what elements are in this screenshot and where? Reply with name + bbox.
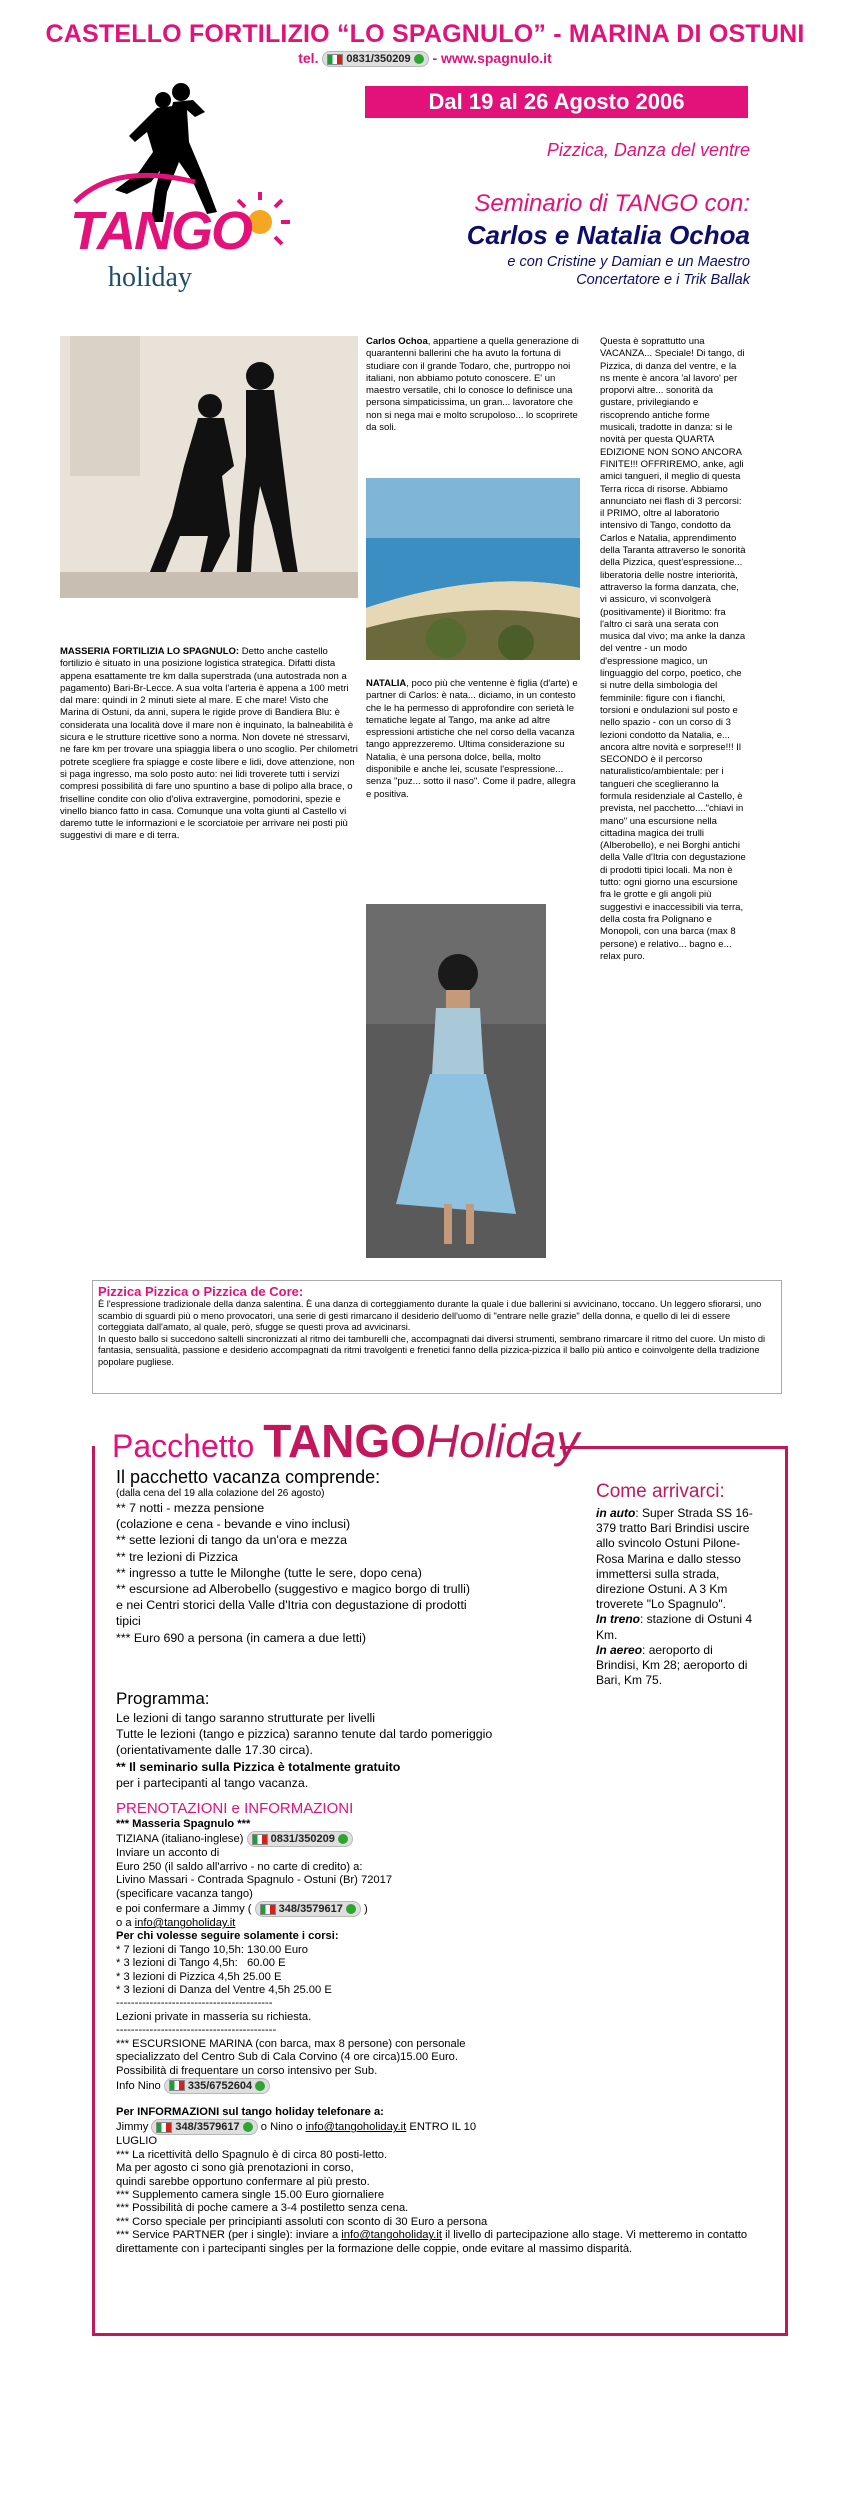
package-title-tango: TANGO xyxy=(263,1415,426,1467)
phone-chip[interactable] xyxy=(164,2078,270,2094)
partner-post: il livello di partecipazione allo stage. Vi metteremo in contatto direttamente con i partecipanti singles per la formazione delle coppie, onde evitare al massimo disparità. xyxy=(116,2229,748,2255)
nino-or-text: o Nino o xyxy=(260,2121,306,2134)
contact-line xyxy=(0,50,850,67)
includes-item: ** ingresso a tutte le Milonghe (tutte le sere, dopo cena) xyxy=(116,1565,422,1580)
jimmy-label: Jimmy xyxy=(116,2121,149,2134)
phone-chip[interactable] xyxy=(322,51,428,67)
confirm-end: ) xyxy=(364,1902,368,1915)
masseria-description xyxy=(60,646,358,843)
includes-item: ** 7 notti - mezza pensione xyxy=(116,1501,265,1515)
final-line: *** Supplemento camera single 15.00 Euro giornaliere xyxy=(116,2188,385,2201)
partner-service xyxy=(116,2229,776,2256)
phone-chip[interactable] xyxy=(247,1831,353,1847)
package-title-holiday: Holiday xyxy=(425,1415,580,1467)
event-subtitle: Pizzica, Danza del ventre xyxy=(546,140,750,160)
email-link[interactable]: info@tangoholiday.it xyxy=(305,2121,407,2134)
final-line: quindi sarebbe opportuno confermare al più presto. xyxy=(116,2175,370,2188)
train-text: : stazione di Ostuni 4 Km. xyxy=(596,1612,753,1642)
beach-photo xyxy=(366,478,580,660)
courses-heading: Per chi volesse seguire solamente i corsi: xyxy=(116,1930,339,1943)
package-title-prefix: Pacchetto xyxy=(112,1428,264,1464)
masseria-text: Detto anche castello fortilizio è situato in una posizione logistica strategica. Difatti dista appena esattamente tre km dalla superstrada (una autostrada non a pagamento) Bari-Br-Lecce. A sua volta l'arteria è appena a 100 metri dal mare: quindi in 2 minuti siete al mare. E che mare! Visto che Marina di Ostuni, da anni, supera le rigide prove di Bandiera Blu: è considerata una località dove il mare non è inquinato, la balneabilità è sicura e le strutture ricettive sono a norma. Non dovete né stressarvi, ne fare km per trovare una spiaggia libera o uno scoglio. Per chilometri potrete scegliere fra spiagge e coste libere e lidi, dove attenzione, non si paga ingresso, ma solo posto auto: nei lidi troverete tutti i servizi compresi possibilità di fare uno spuntino a base di polipo alla brace, o friselline condite con olio d'oliva extravergine, pomodorini, spezie e vinello bianco fatto in casa. Comunque una volta giunti al Castello vi daremo tutte le informazioni e le scorciatoie per arrivare nei posti più suggestivi di mare e di terra. xyxy=(60,646,358,842)
page-title: CASTELLO FORTILIZIO “LO SPAGNULO” - MARINA DI OSTUNI xyxy=(45,20,805,48)
plane-label: In aereo xyxy=(596,1642,643,1657)
booking-line: Inviare un acconto di xyxy=(116,1847,220,1860)
program-section xyxy=(116,1688,586,1791)
italy-flag-icon xyxy=(156,2122,172,2133)
natalia-bio xyxy=(366,678,580,801)
final-line: Ma per agosto ci sono già prenotazioni in corso, xyxy=(116,2162,354,2175)
auto-text: : Super Strada SS 16-379 tratto Bari Brindisi uscire allo svincolo Ostuni Pilone-Rosa Marina e dallo stesso immettersi sulla strada, direzione Ostuni. A 3 Km troverete "Lo Spagnulo". xyxy=(596,1506,753,1612)
includes-subheading: (dalla cena del 19 alla colazione del 26 agosto) xyxy=(116,1488,325,1499)
guests-line-1: e con Cristine y Damian e un Maestro xyxy=(507,254,750,270)
includes-heading: Il pacchetto vacanza comprende: xyxy=(116,1467,381,1487)
seminar-heading: Seminario di TANGO con: xyxy=(474,190,750,217)
program-line: (orientativamente dalle 17.30 circa). xyxy=(116,1743,313,1758)
call-icon xyxy=(414,54,424,64)
phone-number: 0831/350209 xyxy=(346,53,411,66)
auto-label: in auto xyxy=(596,1506,636,1520)
natalia-photo xyxy=(366,904,546,1258)
logo-word-tango: TANGO xyxy=(70,201,251,261)
call-icon xyxy=(255,2081,265,2091)
info-heading: Per INFORMAZIONI sul tango holiday telefonare a: xyxy=(116,2105,384,2118)
masseria-heading: MASSERIA FORTILIZIA LO SPAGNULO: xyxy=(60,646,240,657)
program-line: Le lezioni di tango saranno strutturate per livelli xyxy=(116,1711,375,1725)
confirm-text: e poi confermare a Jimmy ( xyxy=(116,1902,252,1915)
partner-pre: *** Service PARTNER (per i single): inviare a xyxy=(116,2229,342,2242)
event-dates: Dal 19 al 26 Agosto 2006 xyxy=(365,86,748,118)
plane-text: : aeroporto di Brindisi, Km 28; aeroporto di Bari, Km 75. xyxy=(596,1642,748,1688)
divider-line: ------------------------------------------- xyxy=(116,2024,277,2037)
confirm-line xyxy=(116,1901,776,1917)
course-item: * 3 lezioni di Danza del Ventre 4,5h 25.00 E xyxy=(116,1984,332,1997)
sea-line: specializzato del Centro Sub di Cala Corvino (4 ore circa)15.00 Euro. xyxy=(116,2051,459,2064)
italy-flag-icon xyxy=(169,2080,185,2091)
includes-item: ** escursione ad Alberobello (suggestivo e magico borgo di trulli) xyxy=(116,1582,471,1597)
sea-line: Possibilità di frequentare un corso intensivo per Sub. xyxy=(116,2064,378,2077)
booking-line: (specificare vacanza tango) xyxy=(116,1887,253,1900)
vacation-description xyxy=(600,336,748,963)
booking-line: Livino Massari - Contrada Spagnulo - Ostuni (Br) 72017 xyxy=(116,1874,393,1887)
directions-plane xyxy=(596,1643,756,1689)
package-frame-right xyxy=(785,1446,788,2336)
call-icon xyxy=(346,1904,356,1914)
call-icon xyxy=(243,2122,253,2132)
phone-number: 335/6752604 xyxy=(187,2079,253,2092)
tel-label: tel. xyxy=(298,50,319,66)
directions-section xyxy=(596,1480,756,1688)
booking-heading: PRENOTAZIONI e INFORMAZIONI xyxy=(116,1800,354,1817)
italy-flag-icon xyxy=(327,54,343,65)
italy-flag-icon xyxy=(260,1904,276,1915)
natalia-text: , poco più che ventenne è figlia (d'arte) e partner di Carlos: è nata... diciamo, in un contesto che le ha permesso di approfondire con serietà le tematiche legate al Tango, ma anke ad altre espressioni artistiche che nel corso della vacanza tango apprezzeremo. Ultima considerazione su Natalia, è una persona dolce, bella, molto disponibile e anche lei, scusate l'espressione... senza "puz... sotto il naso". Come il padre, allegra e positiva. xyxy=(366,678,578,800)
divider-line: ------------------------------------------ xyxy=(116,1997,273,2010)
email-link[interactable]: info@tangoholiday.it xyxy=(341,2229,442,2242)
private-lessons: Lezioni private in masseria su richiesta. xyxy=(116,2010,312,2023)
includes-item: ** tre lezioni di Pizzica xyxy=(116,1549,238,1564)
includes-item: (colazione e cena - bevande e vino inclusi) xyxy=(116,1517,351,1532)
natalia-name: NATALIA xyxy=(366,678,407,689)
call-icon xyxy=(338,1834,348,1844)
final-line: *** Corso speciale per principianti assoluti con sconto di 30 Euro a persona xyxy=(116,2215,488,2228)
or-email-label: o a xyxy=(116,1917,135,1930)
carlos-text: , appartiene a quella generazione di quarantenni ballerini che ha avuto la fortuna di studiare con il grande Todaro, che, purtroppo noi italiani, non abbiamo potuto conoscere. E' un maestro versatile, chi lo conosce lo definisce una persona simpaticissima, un gran... lavoratore che non si nega mai e molto scrupoloso... lo scoprirete da soli. xyxy=(366,336,579,434)
program-line: per i partecipanti al tango vacanza. xyxy=(116,1775,309,1790)
includes-item: ** sette lezioni di tango da un'ora e mezza xyxy=(116,1533,348,1548)
website-link[interactable]: - www.spagnulo.it xyxy=(432,50,552,66)
email-link[interactable]: info@tangoholiday.it xyxy=(134,1917,236,1930)
nino-line xyxy=(116,2078,776,2094)
phone-chip[interactable] xyxy=(255,1901,361,1917)
final-line: *** Possibilità di poche camere a 3-4 postiletto senza cena. xyxy=(116,2202,409,2215)
package-frame-left xyxy=(92,1446,95,2336)
package-title xyxy=(112,1414,579,1468)
course-item: * 7 lezioni di Tango 10,5h: 130.00 Euro xyxy=(116,1943,308,1956)
directions-auto xyxy=(596,1506,756,1612)
sea-line: *** ESCURSIONE MARINA (con barca, max 8 persone) con personale xyxy=(116,2037,466,2050)
dancing-couple-photo xyxy=(60,336,358,598)
carlos-name: Carlos Ochoa xyxy=(366,336,428,347)
italy-flag-icon xyxy=(252,1834,268,1845)
directions-train xyxy=(596,1612,756,1642)
includes-section xyxy=(116,1466,586,1646)
booking-line: Euro 250 (il saldo all'arrivo - no carte di credito) a: xyxy=(116,1860,363,1873)
pizzica-paragraph-1: È l'espressione tradizionale della danza salentina. È una danza di corteggiamento durante la quale i due ballerini si avvicinano, toccano. Un leggero sfiorarsi, uno scambio di sguardi più o meno provocatori, una serie di gesti rimarcano il desiderio dell'uomo di "entrare nelle grazie" della donna, e quello di lei di essere corteggiata dall'amato, al quale, però, sfugge se questi prova ad avvicinarsi. xyxy=(98,1299,762,1333)
pizzica-box xyxy=(92,1280,782,1394)
directions-heading: Come arrivarci: xyxy=(596,1481,725,1502)
logo-word-holiday: holiday xyxy=(108,262,192,293)
masseria-label: *** Masseria Spagnulo *** xyxy=(116,1818,251,1830)
vacation-text: Questa è soprattutto una VACANZA... Speciale! Di tango, di Pizzica, di danza del ventre, e la ns mente è ancora 'al lavoro' per proporvi altre... sonorità da gustare, privilegiando e riscoprendo antiche forme musicali, tradotte in danza: si le novità per questa QUARTA EDIZIONE NON SONO ANCORA FINITE!!! OFFRIREMO, anke, agli amici tangueri, il meglio di questa Terra ricca di risorse. Abbiamo annunciato nei flash di 3 percorsi: il PRIMO, oltre al laboratorio intensivo di Tango, condotto da Carlos e Natalia, apprendimento della Taranta attraverso le sonorità della Pizzica, quest'espressione... liberatoria delle nostre interiorità, attraverso la forma danzata, che, vi assicuro, vi sconvolgerà (positivamente) il Bioritmo: fra l'altro ci sarà una serata con musica dal vivo; ma anke la danza del ventre - un modo d'espressione magico, un linguaggio del corpo, poetico, che si nutre della simbologia del femminile: figure con i fianchi, torsioni e ondulazioni sul posto e nello spazio - con un corso di 3 lezioni condotto da Natalia, e... ancora altre novità e sorprese!!! Il SECONDO è il percorso naturalistico/ambientale: per i tangueri che sceglieranno la formula residenziale al Castello, è prevista, nel pacchetto...."chiavi in mano" una escursione nella cittadina magica dei trulli (Alberobello), e nei Borghi antichi della Valle d'Itria con degustazione di prodotti tipici locali. Ma non è tutto: ogni giorno una escursione fra le grotte e gli angoli più suggestivi e inaccessibili via terra, della costa fra Polignano e Monopoli, con una barca (max 8 persone) e relativo... bagno e... relax puro. xyxy=(600,336,746,962)
july-text: LUGLIO xyxy=(116,2135,158,2148)
program-heading: Programma: xyxy=(116,1689,210,1708)
phone-number: 348/3579617 xyxy=(175,2121,240,2134)
final-line: *** La ricettività dello Spagnulo è di circa 80 posti-letto. xyxy=(116,2148,388,2161)
includes-item: tipici xyxy=(116,1614,141,1629)
guests-line-2: Concertatore e i Trik Ballak xyxy=(576,272,750,288)
train-label: In treno xyxy=(596,1612,640,1627)
email-line xyxy=(116,1917,776,1930)
pizzica-title: Pizzica Pizzica o Pizzica de Core: xyxy=(98,1284,304,1299)
includes-item: e nei Centri storici della Valle d'Itria con degustazione di prodotti xyxy=(116,1598,467,1613)
phone-number: 348/3579617 xyxy=(278,1903,343,1916)
jimmy-line xyxy=(116,2119,776,2135)
phone-chip[interactable] xyxy=(151,2119,257,2135)
program-line: Tutte le lezioni (tango e pizzica) saranno tenute dal tardo pomeriggio xyxy=(116,1727,493,1742)
package-frame-bottom xyxy=(92,2333,788,2336)
booking-section xyxy=(116,1800,776,2256)
carlos-bio xyxy=(366,336,580,434)
course-item: * 3 lezioni di Tango 4,5h: 60.00 E xyxy=(116,1957,286,1970)
tiziana-label: TIZIANA (italiano-inglese) xyxy=(116,1833,244,1846)
package-frame-top xyxy=(560,1446,788,1449)
nino-label: Info Nino xyxy=(116,2079,161,2092)
course-item: * 3 lezioni di Pizzica 4,5h 25.00 E xyxy=(116,1970,282,1983)
teachers-name: Carlos e Natalia Ochoa xyxy=(466,220,750,250)
tiziana-line xyxy=(116,1831,776,1847)
until-text: ENTRO IL 10 xyxy=(406,2121,477,2134)
pizzica-paragraph-2: In questo ballo si succedono saltelli sincronizzati al ritmo dei tamburelli che, accompagnati dai diversi strumenti, sembrano rimarcare il ritmo del cuore. Un misto di fantasia, sensualità, passione e desiderio accompagnati da ritmi travolgenti e frenetici fanno della pizzica-pizzica il ballo più antico e coinvolgente della tradizione popolare pugliese. xyxy=(98,1333,766,1367)
program-pizzica-free: ** Il seminario sulla Pizzica è totalmente gratuito xyxy=(116,1759,401,1774)
phone-number: 0831/350209 xyxy=(270,1833,335,1846)
includes-item: *** Euro 690 a persona (in camera a due letti) xyxy=(116,1630,367,1645)
